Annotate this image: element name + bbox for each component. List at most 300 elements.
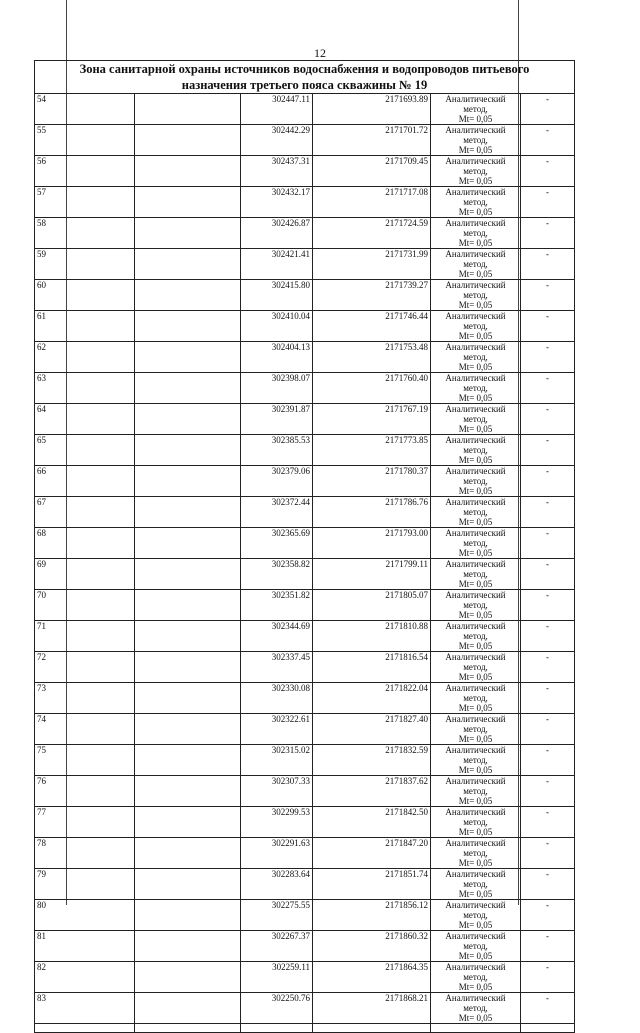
method-method-text: Аналитический метод,: [445, 528, 506, 548]
x-coordinate-x-text: 302410.04: [271, 311, 310, 321]
y-coordinate-cell: [313, 652, 431, 683]
method-method-text: Аналитический метод,: [445, 621, 506, 641]
value-cell: [521, 435, 575, 466]
point-number-cell: [35, 218, 135, 249]
x-coordinate-x-text: 302307.33: [271, 776, 310, 786]
y-coordinate-y-text: 2171799.11: [385, 559, 428, 569]
blank-cell: [135, 311, 241, 342]
method-method-text: Аналитический метод,: [445, 962, 506, 982]
value-cell: [521, 218, 575, 249]
y-coordinate-cell: [313, 931, 431, 962]
blank-cell: [135, 559, 241, 590]
blank-cell: [135, 900, 241, 931]
point-number-num-text: 66: [37, 466, 46, 476]
point-number-num-text: 59: [37, 249, 46, 259]
y-coordinate-y-text: 2171793.00: [385, 528, 428, 538]
blank-cell: [135, 869, 241, 900]
method-cell: [431, 466, 521, 497]
method-method-text: Аналитический метод,: [445, 993, 506, 1013]
x-coordinate-cell: [241, 869, 313, 900]
value-val-text: -: [546, 528, 549, 538]
value-cell: [521, 156, 575, 187]
point-number-cell: [35, 311, 135, 342]
point-number-num-text: 70: [37, 590, 46, 600]
point-number-cell: [35, 466, 135, 497]
empty-cell: [431, 1024, 521, 1033]
value-cell: [521, 497, 575, 528]
value-val-text: -: [546, 621, 549, 631]
y-coordinate-y-text: 2171856.12: [385, 900, 428, 910]
x-coordinate-cell: [241, 714, 313, 745]
y-coordinate-y-text: 2171810.88: [385, 621, 428, 631]
table-row: [35, 435, 575, 466]
x-coordinate-x-text: 302337.45: [271, 652, 310, 662]
table-row-empty: [35, 1024, 575, 1033]
y-coordinate-cell: [313, 807, 431, 838]
method-method-text: Аналитический метод,: [445, 900, 506, 920]
method-cell: [431, 807, 521, 838]
point-number-num-text: 74: [37, 714, 46, 724]
point-number-num-text: 72: [37, 652, 46, 662]
method-mt-text: Mt= 0,05: [458, 207, 493, 217]
x-coordinate-x-text: 302351.82: [271, 590, 310, 600]
table-header-line2: назначения третьего пояса скважины № 19: [181, 78, 428, 92]
value-cell: [521, 776, 575, 807]
blank-cell: [135, 807, 241, 838]
blank-cell: [135, 342, 241, 373]
x-coordinate-cell: [241, 466, 313, 497]
value-val-text: -: [546, 993, 549, 1003]
blank-cell: [135, 156, 241, 187]
method-cell: [431, 559, 521, 590]
y-coordinate-y-text: 2171851.74: [385, 869, 428, 879]
table-row: [35, 187, 575, 218]
x-coordinate-cell: [241, 931, 313, 962]
value-val-text: -: [546, 94, 549, 104]
x-coordinate-x-text: 302398.07: [271, 373, 310, 383]
blank-cell: [135, 125, 241, 156]
x-coordinate-x-text: 302437.31: [271, 156, 310, 166]
y-coordinate-cell: [313, 683, 431, 714]
blank-cell: [135, 931, 241, 962]
point-number-cell: [35, 280, 135, 311]
point-number-cell: [35, 993, 135, 1024]
value-cell: [521, 280, 575, 311]
method-mt-text: Mt= 0,05: [458, 827, 493, 837]
method-cell: [431, 94, 521, 125]
value-cell: [521, 869, 575, 900]
y-coordinate-y-text: 2171773.85: [385, 435, 428, 445]
y-coordinate-cell: [313, 714, 431, 745]
x-coordinate-x-text: 302267.37: [271, 931, 310, 941]
x-coordinate-x-text: 302291.63: [271, 838, 310, 848]
table-row: [35, 776, 575, 807]
value-val-text: -: [546, 218, 549, 228]
method-method-text: Аналитический метод,: [445, 280, 506, 300]
point-number-num-text: 58: [37, 218, 46, 228]
value-cell: [521, 404, 575, 435]
method-cell: [431, 311, 521, 342]
x-coordinate-x-text: 302330.08: [271, 683, 310, 693]
y-coordinate-cell: [313, 373, 431, 404]
method-method-text: Аналитический метод,: [445, 838, 506, 858]
method-mt-text: Mt= 0,05: [458, 362, 493, 372]
point-number-num-text: 63: [37, 373, 46, 383]
empty-cell: [241, 1024, 313, 1033]
blank-cell: [135, 683, 241, 714]
value-cell: [521, 652, 575, 683]
point-number-cell: [35, 125, 135, 156]
x-coordinate-x-text: 302391.87: [271, 404, 310, 414]
method-method-text: Аналитический метод,: [445, 869, 506, 889]
method-mt-text: Mt= 0,05: [458, 486, 493, 496]
x-coordinate-cell: [241, 745, 313, 776]
value-val-text: -: [546, 683, 549, 693]
point-number-cell: [35, 962, 135, 993]
point-number-num-text: 71: [37, 621, 46, 631]
value-cell: [521, 962, 575, 993]
method-cell: [431, 373, 521, 404]
point-number-cell: [35, 652, 135, 683]
method-cell: [431, 125, 521, 156]
y-coordinate-cell: [313, 311, 431, 342]
value-cell: [521, 621, 575, 652]
point-number-num-text: 82: [37, 962, 46, 972]
table-row: [35, 249, 575, 280]
point-number-num-text: 54: [37, 94, 46, 104]
y-coordinate-cell: [313, 280, 431, 311]
method-method-text: Аналитический метод,: [445, 776, 506, 796]
x-coordinate-cell: [241, 683, 313, 714]
table-row: [35, 993, 575, 1024]
x-coordinate-cell: [241, 776, 313, 807]
method-method-text: Аналитический метод,: [445, 435, 506, 455]
blank-cell: [135, 993, 241, 1024]
method-method-text: Аналитический метод,: [445, 590, 506, 610]
table-row: [35, 156, 575, 187]
method-cell: [431, 993, 521, 1024]
y-coordinate-y-text: 2171767.19: [385, 404, 428, 414]
method-method-text: Аналитический метод,: [445, 714, 506, 734]
table-row: [35, 404, 575, 435]
x-coordinate-x-text: 302344.69: [271, 621, 310, 631]
x-coordinate-x-text: 302365.69: [271, 528, 310, 538]
method-mt-text: Mt= 0,05: [458, 424, 493, 434]
y-coordinate-cell: [313, 900, 431, 931]
blank-cell: [135, 497, 241, 528]
x-coordinate-cell: [241, 373, 313, 404]
point-number-cell: [35, 559, 135, 590]
table-body: [35, 61, 575, 1033]
value-val-text: -: [546, 311, 549, 321]
method-method-text: Аналитический метод,: [445, 559, 506, 579]
point-number-cell: [35, 94, 135, 125]
method-method-text: Аналитический метод,: [445, 342, 506, 362]
y-coordinate-cell: [313, 94, 431, 125]
y-coordinate-cell: [313, 497, 431, 528]
table-row: [35, 559, 575, 590]
y-coordinate-cell: [313, 869, 431, 900]
point-number-num-text: 68: [37, 528, 46, 538]
value-cell: [521, 249, 575, 280]
method-cell: [431, 900, 521, 931]
x-coordinate-cell: [241, 497, 313, 528]
method-method-text: Аналитический метод,: [445, 404, 506, 424]
y-coordinate-cell: [313, 621, 431, 652]
x-coordinate-x-text: 302372.44: [271, 497, 310, 507]
x-coordinate-cell: [241, 249, 313, 280]
y-coordinate-y-text: 2171864.35: [385, 962, 428, 972]
x-coordinate-cell: [241, 559, 313, 590]
y-coordinate-y-text: 2171717.08: [385, 187, 428, 197]
method-cell: [431, 652, 521, 683]
value-val-text: -: [546, 187, 549, 197]
point-number-num-text: 56: [37, 156, 46, 166]
method-cell: [431, 404, 521, 435]
method-method-text: Аналитический метод,: [445, 466, 506, 486]
x-coordinate-x-text: 302283.64: [271, 869, 310, 879]
y-coordinate-y-text: 2171786.76: [385, 497, 428, 507]
x-coordinate-cell: [241, 187, 313, 218]
point-number-cell: [35, 187, 135, 218]
point-number-num-text: 83: [37, 993, 46, 1003]
x-coordinate-cell: [241, 838, 313, 869]
coordinates-table: [34, 60, 575, 1033]
y-coordinate-y-text: 2171827.40: [385, 714, 428, 724]
table-row: [35, 838, 575, 869]
x-coordinate-cell: [241, 342, 313, 373]
value-cell: [521, 900, 575, 931]
y-coordinate-cell: [313, 187, 431, 218]
table-header-line1: Зона санитарной охраны источников водоснабжения и водопроводов питьевого: [79, 62, 530, 76]
y-coordinate-cell: [313, 528, 431, 559]
y-coordinate-y-text: 2171693.89: [385, 94, 428, 104]
x-coordinate-x-text: 302432.17: [271, 187, 310, 197]
method-mt-text: Mt= 0,05: [458, 331, 493, 341]
method-method-text: Аналитический метод,: [445, 497, 506, 517]
table-row: [35, 497, 575, 528]
value-val-text: -: [546, 962, 549, 972]
method-mt-text: Mt= 0,05: [458, 951, 493, 961]
table-row: [35, 280, 575, 311]
table-row: [35, 373, 575, 404]
method-mt-text: Mt= 0,05: [458, 393, 493, 403]
value-val-text: -: [546, 404, 549, 414]
x-coordinate-x-text: 302322.61: [271, 714, 310, 724]
value-cell: [521, 311, 575, 342]
blank-cell: [135, 776, 241, 807]
y-coordinate-cell: [313, 962, 431, 993]
value-cell: [521, 94, 575, 125]
method-mt-text: Mt= 0,05: [458, 176, 493, 186]
y-coordinate-cell: [313, 993, 431, 1024]
method-cell: [431, 776, 521, 807]
method-method-text: Аналитический метод,: [445, 807, 506, 827]
method-cell: [431, 249, 521, 280]
table-row: [35, 745, 575, 776]
x-coordinate-x-text: 302358.82: [271, 559, 310, 569]
point-number-cell: [35, 683, 135, 714]
method-mt-text: Mt= 0,05: [458, 548, 493, 558]
value-cell: [521, 373, 575, 404]
table-row: [35, 94, 575, 125]
value-cell: [521, 838, 575, 869]
method-mt-text: Mt= 0,05: [458, 734, 493, 744]
table-row: [35, 683, 575, 714]
y-coordinate-y-text: 2171832.59: [385, 745, 428, 755]
method-mt-text: Mt= 0,05: [458, 765, 493, 775]
y-coordinate-y-text: 2171837.62: [385, 776, 428, 786]
blank-cell: [135, 745, 241, 776]
point-number-num-text: 64: [37, 404, 46, 414]
method-mt-text: Mt= 0,05: [458, 455, 493, 465]
method-method-text: Аналитический метод,: [445, 373, 506, 393]
value-cell: [521, 187, 575, 218]
empty-cell: [35, 1024, 135, 1033]
method-method-text: Аналитический метод,: [445, 311, 506, 331]
method-method-text: Аналитический метод,: [445, 218, 506, 238]
value-cell: [521, 714, 575, 745]
empty-cell: [135, 1024, 241, 1033]
x-coordinate-x-text: 302379.06: [271, 466, 310, 476]
y-coordinate-cell: [313, 435, 431, 466]
point-number-cell: [35, 838, 135, 869]
x-coordinate-cell: [241, 94, 313, 125]
blank-cell: [135, 962, 241, 993]
y-coordinate-y-text: 2171731.99: [385, 249, 428, 259]
point-number-num-text: 60: [37, 280, 46, 290]
value-val-text: -: [546, 342, 549, 352]
x-coordinate-cell: [241, 125, 313, 156]
method-cell: [431, 869, 521, 900]
y-coordinate-cell: [313, 342, 431, 373]
blank-cell: [135, 621, 241, 652]
value-cell: [521, 125, 575, 156]
table-row: [35, 311, 575, 342]
method-method-text: Аналитический метод,: [445, 931, 506, 951]
method-cell: [431, 962, 521, 993]
method-mt-text: Mt= 0,05: [458, 145, 493, 155]
method-method-text: Аналитический метод,: [445, 652, 506, 672]
value-val-text: -: [546, 900, 549, 910]
blank-cell: [135, 528, 241, 559]
value-cell: [521, 807, 575, 838]
y-coordinate-y-text: 2171709.45: [385, 156, 428, 166]
value-cell: [521, 590, 575, 621]
table-row: [35, 466, 575, 497]
point-number-cell: [35, 869, 135, 900]
x-coordinate-cell: [241, 993, 313, 1024]
method-method-text: Аналитический метод,: [445, 94, 506, 114]
method-mt-text: Mt= 0,05: [458, 300, 493, 310]
method-mt-text: Mt= 0,05: [458, 703, 493, 713]
x-coordinate-x-text: 302275.55: [271, 900, 310, 910]
y-coordinate-cell: [313, 249, 431, 280]
method-mt-text: Mt= 0,05: [458, 672, 493, 682]
method-cell: [431, 838, 521, 869]
y-coordinate-y-text: 2171822.04: [385, 683, 428, 693]
method-mt-text: Mt= 0,05: [458, 579, 493, 589]
y-coordinate-y-text: 2171847.20: [385, 838, 428, 848]
blank-cell: [135, 838, 241, 869]
blank-cell: [135, 714, 241, 745]
x-coordinate-x-text: 302259.11: [272, 962, 310, 972]
point-number-cell: [35, 900, 135, 931]
method-mt-text: Mt= 0,05: [458, 641, 493, 651]
value-cell: [521, 931, 575, 962]
x-coordinate-x-text: 302250.76: [271, 993, 310, 1003]
method-method-text: Аналитический метод,: [445, 125, 506, 145]
blank-cell: [135, 249, 241, 280]
page-number: 12: [314, 46, 326, 60]
blank-cell: [135, 590, 241, 621]
table-header-row: [35, 61, 575, 94]
method-cell: [431, 714, 521, 745]
y-coordinate-y-text: 2171780.37: [385, 466, 428, 476]
x-coordinate-cell: [241, 590, 313, 621]
table-row: [35, 528, 575, 559]
point-number-cell: [35, 435, 135, 466]
x-coordinate-x-text: 302447.11: [272, 94, 310, 104]
point-number-num-text: 67: [37, 497, 46, 507]
method-cell: [431, 342, 521, 373]
table-row: [35, 621, 575, 652]
value-val-text: -: [546, 590, 549, 600]
point-number-cell: [35, 373, 135, 404]
x-coordinate-cell: [241, 404, 313, 435]
blank-cell: [135, 435, 241, 466]
blank-cell: [135, 652, 241, 683]
point-number-num-text: 55: [37, 125, 46, 135]
method-cell: [431, 435, 521, 466]
empty-cell: [521, 1024, 575, 1033]
point-number-cell: [35, 156, 135, 187]
empty-cell: [313, 1024, 431, 1033]
x-coordinate-cell: [241, 652, 313, 683]
blank-cell: [135, 404, 241, 435]
point-number-num-text: 77: [37, 807, 46, 817]
blank-cell: [135, 373, 241, 404]
point-number-num-text: 75: [37, 745, 46, 755]
y-coordinate-y-text: 2171842.50: [385, 807, 428, 817]
table-row: [35, 125, 575, 156]
point-number-num-text: 76: [37, 776, 46, 786]
y-coordinate-cell: [313, 404, 431, 435]
table-row: [35, 962, 575, 993]
x-coordinate-cell: [241, 621, 313, 652]
point-number-num-text: 62: [37, 342, 46, 352]
method-mt-text: Mt= 0,05: [458, 796, 493, 806]
value-val-text: -: [546, 125, 549, 135]
y-coordinate-cell: [313, 838, 431, 869]
blank-cell: [135, 218, 241, 249]
x-coordinate-cell: [241, 311, 313, 342]
x-coordinate-x-text: 302404.13: [271, 342, 310, 352]
x-coordinate-x-text: 302385.53: [271, 435, 310, 445]
point-number-num-text: 57: [37, 187, 46, 197]
value-val-text: -: [546, 435, 549, 445]
x-coordinate-cell: [241, 528, 313, 559]
x-coordinate-cell: [241, 435, 313, 466]
point-number-cell: [35, 528, 135, 559]
method-mt-text: Mt= 0,05: [458, 517, 493, 527]
table-row: [35, 342, 575, 373]
value-val-text: -: [546, 156, 549, 166]
y-coordinate-y-text: 2171753.48: [385, 342, 428, 352]
x-coordinate-x-text: 302421.41: [271, 249, 310, 259]
method-mt-text: Mt= 0,05: [458, 269, 493, 279]
table-row: [35, 869, 575, 900]
